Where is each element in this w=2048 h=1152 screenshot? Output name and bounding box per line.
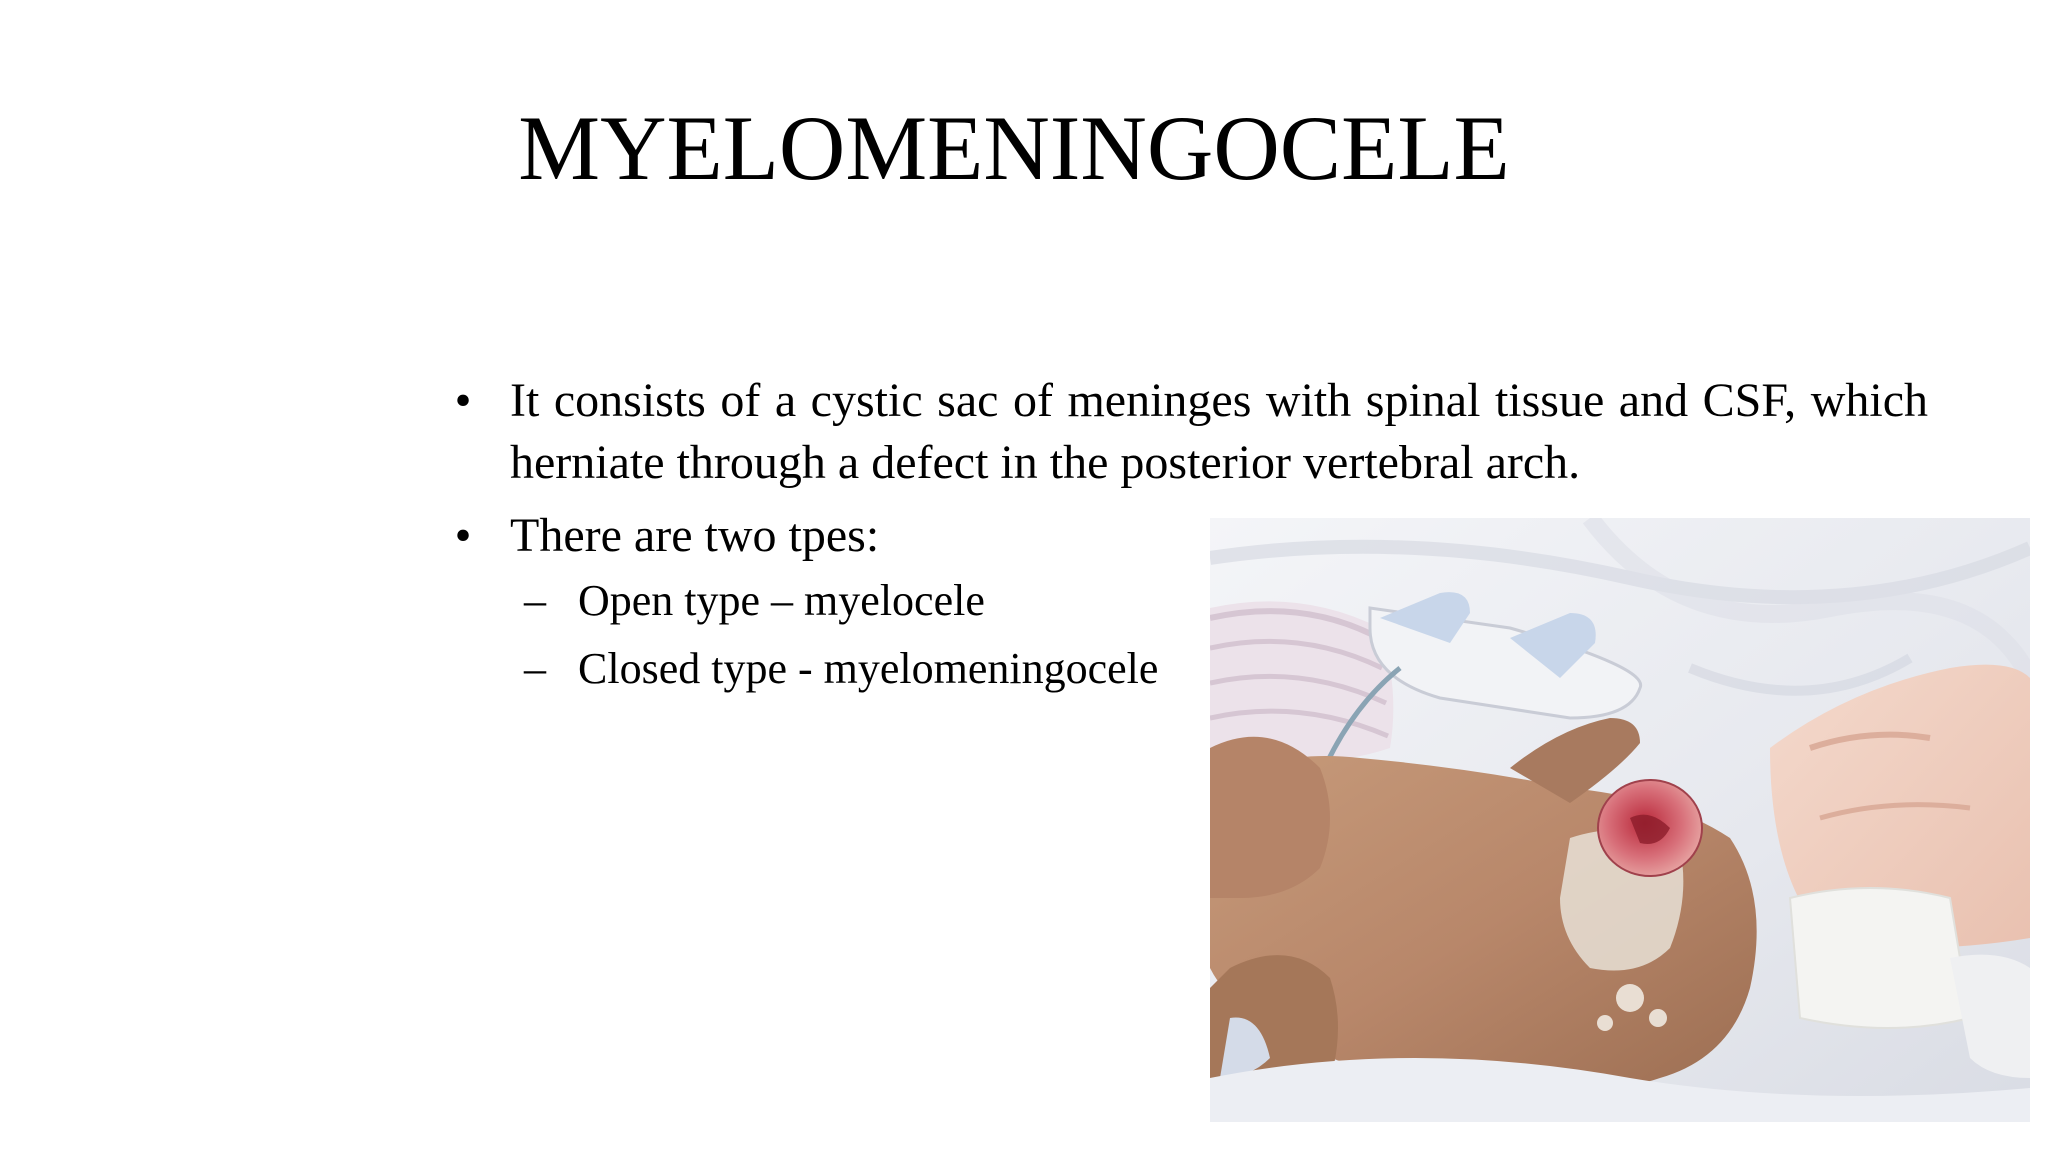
slide-title: MYELOMENINGOCELE (518, 97, 1510, 199)
bullet-text: There are two tpes: (510, 509, 880, 562)
sub-bullet-marker: – (524, 576, 546, 625)
bullet-text: It consists of a cystic sac of meninges with spinal tissue and CSF, which herniate through a defect in the posterior vertebral arch. (510, 374, 1928, 489)
sub-bullet-text: Closed type - myelomeningocele (578, 644, 1159, 693)
bullet-item (448, 370, 1928, 494)
sub-bullet-text: Open type – myelocele (578, 576, 985, 625)
bullet-marker: • (454, 509, 472, 562)
newborn-myelomeningocele-photo (1210, 518, 2030, 1122)
bullet-marker: • (454, 374, 472, 427)
sub-bullet-marker: – (524, 644, 546, 693)
